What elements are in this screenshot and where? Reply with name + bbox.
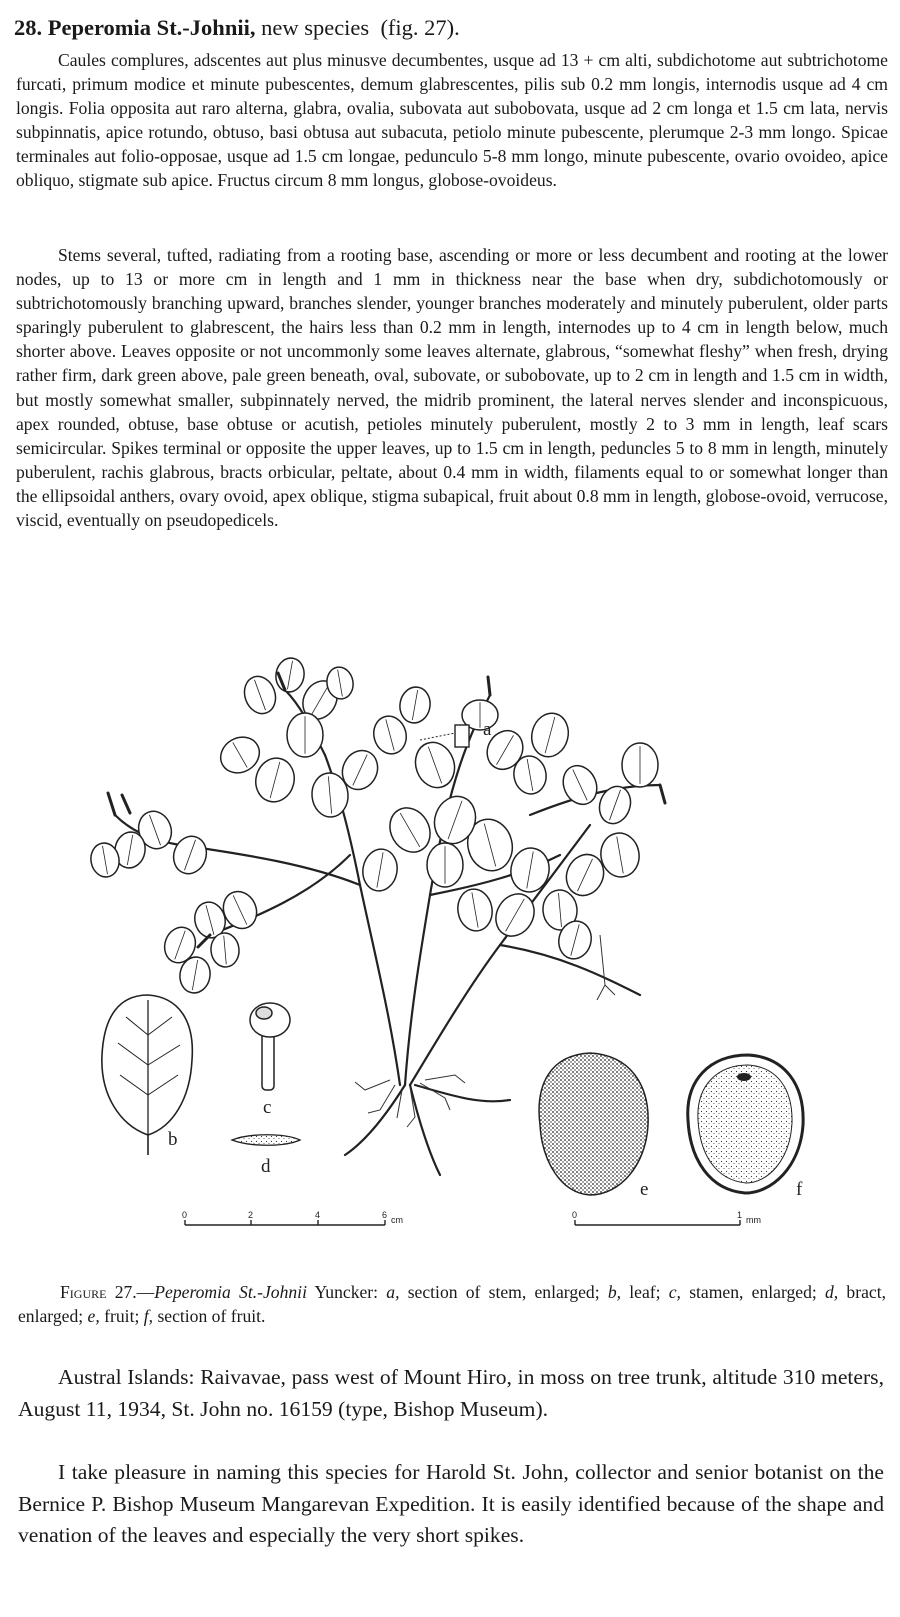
caption-author: Yuncker: (306, 1282, 387, 1302)
scale-cm-tick-2: 2 (248, 1210, 254, 1220)
english-description: Stems several, tufted, radiating from a rooting base, ascending or more or less decumbent and rooting at the lower nodes, up to 13 or more cm in length and 1 mm in thickness near the base when dry, subdichotomously or subtrichotomously branching upward, branches slender, younger branches moderately and minutely puberulent, older parts sparingly puberulent to glabrescent, the hairs less than 0.2 mm in length, internodes up to 4 cm in length below, much shorter above. Leaves opposite or not uncommonly some leaves alternate, glabrous, “somewhat fleshy” when fresh, drying rather firm, dark green above, pale green beneath, oval, subovate, or subobovate, up to 2 cm in length and 1.5 cm in width, but mostly somewhat smaller, subpinnately nerved, the midrib prominent, the lateral nerves slender and inconspicuous, apex rounded, obtuse, base obtuse or acutish, petioles minutely puberulent, mostly 2 to 3 mm in length, leaf scars semicircular. Spikes terminal or opposite the upper leaves, up to 1.5 cm in length, peduncles 5 to 8 mm in length, minutely puberulent, rachis glabrous, bracts orbicular, peltate, about 0.4 mm in width, filaments equal to or somewhat longer than the ellipsoidal anthers, ovary ovoid, apex oblique, stigma subapical, fruit about 0.8 mm in length, globose-ovoid, verrucose, viscid, eventually on pseudopedicels. (16, 245, 888, 531)
scale-cm-tick-6: 6 (382, 1210, 388, 1220)
caption-text-d: bract, enlarged; (18, 1282, 886, 1326)
caption-text-b: leaf; (621, 1282, 669, 1302)
caption-key-e: e, (87, 1306, 100, 1326)
caption-species: Peperomia St.-Johnii (154, 1282, 307, 1302)
scale-mm-tick-1: 1 (737, 1210, 743, 1220)
label-b: b (168, 1129, 178, 1150)
scale-cm-tick-0: 0 (182, 1210, 188, 1220)
caption-key-f: f, (143, 1306, 154, 1326)
species-status: new species (261, 15, 370, 40)
caption-key-b: b, (607, 1282, 622, 1302)
caption-figure-word: Figure (60, 1282, 107, 1302)
species-heading (14, 14, 884, 42)
scale-mm-unit: mm (746, 1215, 761, 1225)
bract-detail-d (232, 1135, 300, 1177)
stamen-detail-c (250, 1003, 290, 1118)
label-c: c (263, 1097, 272, 1118)
figure-caption (18, 1280, 886, 1328)
caption-text-c: stamen, enlarged; (680, 1282, 825, 1302)
scale-mm-tick-0: 0 (572, 1210, 578, 1220)
scale-bar-cm (182, 1210, 403, 1225)
fruit-section-f (688, 1055, 803, 1200)
label-f: f (796, 1179, 803, 1200)
caption-key-a: a, (386, 1282, 400, 1302)
latin-description: Caules complures, adscentes aut plus minusve decumbentes, usque ad 13 + cm alti, subdichotome aut subtrichotome furcati, primum modice et minute pubescentes, demum glabrescentes, pilis sub 0.2 mm longis, internodis usque ad 4 cm longis. Folia opposita aut raro alterna, glabra, ovalia, subovata aut subobovata, usque ad 2 cm longa et 1.5 cm lata, nervis subpinnatis, apice rotundo, obtuso, basi obtusa aut subacuta, petiolo minute pubescente, plerumque 2-3 mm longo. Spicae terminales aut folio-opposae, usque ad 1.5 cm longae, pedunculo 5-8 mm longo, minute pubescente, ovario ovoideo, apice obliquo, stigmate sub apice. Fructus circum 8 mm longus, globose-ovoideus. (16, 50, 888, 191)
caption-text-a: section of stem, enlarged; (399, 1282, 608, 1302)
label-d: d (261, 1156, 271, 1177)
scale-bar-mm (572, 1210, 761, 1225)
flower-spikes (108, 673, 665, 947)
figure-27-illustration (60, 655, 860, 1265)
caption-key-d: d, (825, 1282, 839, 1302)
plant-drawing (60, 655, 860, 1265)
caption-figure-number: 27.— (114, 1282, 155, 1302)
fruit-detail-e (539, 1053, 648, 1200)
dedication-note: I take pleasure in naming this species for Harold St. John, collector and senior botanist on the Bernice P. Bishop Museum Mangarevan Expedition. It is easily identified because of the shape and venation of the leaves and especially the very short spikes. (18, 1460, 884, 1547)
scale-cm-tick-4: 4 (315, 1210, 321, 1220)
scale-cm-unit: cm (391, 1215, 403, 1225)
species-number: 28. (14, 15, 43, 40)
caption-text-e: fruit; (99, 1306, 144, 1326)
species-name: Peperomia St.-Johnii, (47, 15, 256, 40)
caption-key-c: c, (668, 1282, 681, 1302)
caption-text-f: section of fruit. (153, 1306, 266, 1326)
figure-reference: (fig. 27). (380, 15, 460, 40)
leaf-detail-b (102, 995, 192, 1155)
label-e: e (640, 1179, 649, 1200)
type-locality: Austral Islands: Raivavae, pass west of Mount Hiro, in moss on tree trunk, altitude 310 meters, August 11, 1934, St. John no. 16159 (type, Bishop Museum). (18, 1365, 884, 1421)
label-a: a (483, 719, 492, 740)
